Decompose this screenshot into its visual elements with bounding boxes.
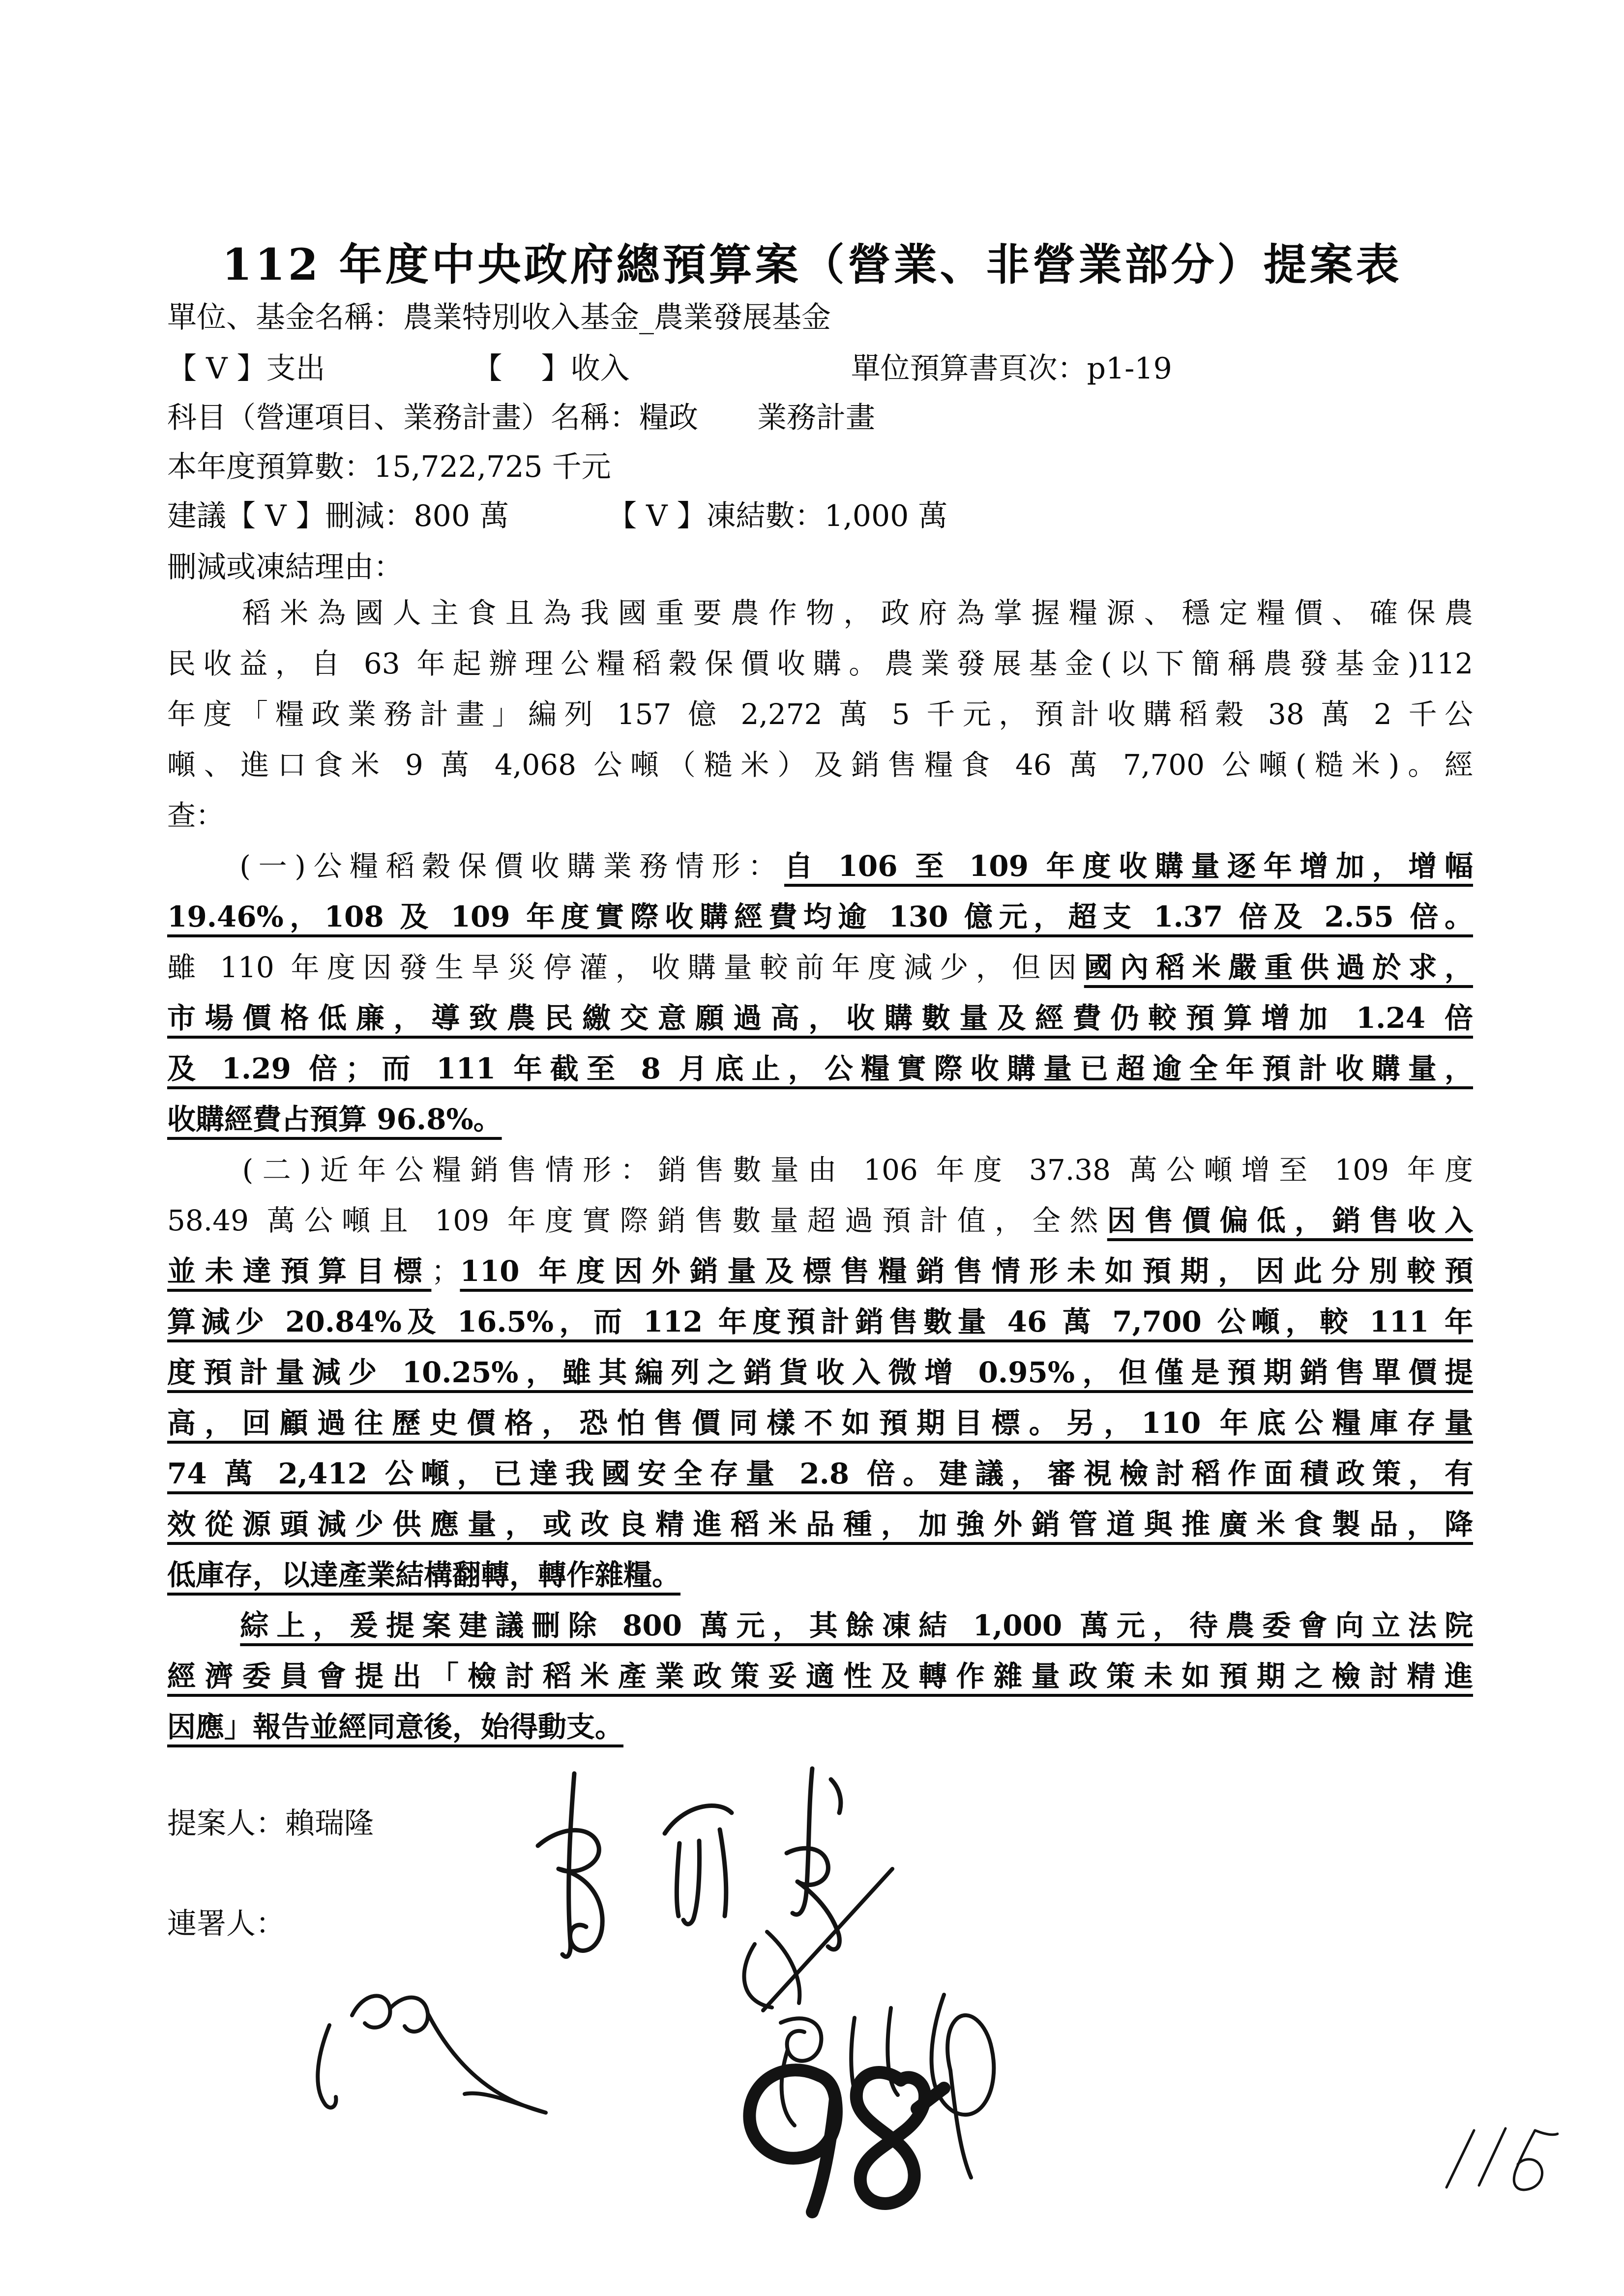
subject-suffix: 業務計畫 [757,401,875,435]
reason-text-underlined: 效從源頭減少供應量，或改良精進稻米品種，加強外銷管道與推廣米食製品，降 [167,1508,1473,1541]
cut-label: 刪減： [325,499,414,533]
reason-line [167,1044,1473,1094]
reason-text-underlined: 綜上，爰提案建議刪除 800 萬元，其餘凍結 1,000 萬元，待農委會向立法院 [240,1609,1473,1642]
proposer-name: 賴瑞隆 [285,1806,374,1841]
reason-line [167,841,1473,892]
budget-type-line [167,352,1475,386]
handwritten-page-number [1421,2114,1559,2202]
reason-text-underlined: 經濟委員會提出「檢討稻米產業政策妥適性及轉作雜量政策未如預期之檢討精進 [167,1659,1473,1693]
cut-checkbox: 【 V 】 [226,499,325,533]
reason-text: 查： [167,799,225,832]
reason-text-underlined: 19.46%，108 及 109 年度實際收購經費均逾 130 億元，超支 1.37 倍及 2.55 倍。 [167,900,1473,933]
expense-checkbox: 【 V 】 [167,351,266,386]
page-title: 112 年度中央政府總預算案（營業、非營業部分）提案表 [222,239,1402,290]
unit-fund-value: 農業特別收入基金_農業發展基金 [403,300,831,335]
cosigner-line [167,1907,285,1941]
reason-text-underlined: 收購經費占預算 96.8%。 [167,1103,502,1136]
freeze-label: 凍結數： [706,499,825,533]
reason-line [167,639,1473,689]
reason-text: (二)近年公糧銷售情形：銷售數量由 106 年度 37.38 萬公噸增至 109 年度 [167,1153,1473,1187]
freeze-checkbox: 【 V 】 [607,499,707,533]
budget-label: 本年度預算數： [167,450,374,484]
reason-text-underlined: 110 年度因外銷量及標售糧銷售情形未如預期，因此分別較預 [460,1254,1473,1288]
reason-text-underlined: 市場價格低廉，導致農民繳交意願過高，收購數量及經費仍較預算增加 1.24 倍 [167,1001,1473,1035]
reason-line [167,1094,1473,1145]
reason-text: 年度「糧政業務計畫」編列 157 億 2,272 萬 5 千元，預計收購稻穀 38 萬 2 千公 [167,698,1473,731]
reason-line [167,1145,1473,1195]
expense-label: 支出 [266,351,325,386]
reason-text: 稻米為國人主食且為我國重要農作物，政府為掌握糧源、穩定糧價、確保農 [167,596,1473,630]
cosigner-signature-2 [744,1869,994,2178]
income-checkbox: 【 】 [472,351,571,386]
page-ref-label: 單位預算書頁次： [851,351,1087,386]
freeze-value: 1,000 萬 [824,499,948,533]
reason-text-underlined: 並未達預算目標 [167,1254,432,1288]
reason-text: ； [431,1254,460,1288]
reason-line [167,1246,1473,1297]
reason-text: (一)公糧稻穀保價收購業務情形： [167,849,784,883]
reason-text: 民收益，自 63 年起辦理公糧稻穀保價收購。農業發展基金(以下簡稱農發基金)112 [167,647,1473,680]
reason-line [167,1398,1473,1449]
reason-text-underlined: 國內稻米嚴重供過於求， [1084,951,1473,984]
proposer-label: 提案人： [167,1806,285,1841]
reason-text-underlined: 因應」報告並經同意後，始得動支。 [167,1710,624,1744]
reason-text: 噸、進口食米 9 萬 4,068 公噸（糙米）及銷售糧食 46 萬 7,700 公噸(糙米)。經 [167,748,1473,782]
reason-line [167,993,1473,1044]
reason-line [167,1297,1473,1347]
reason-label: 刪減或凍結理由： [167,550,403,584]
cut-value: 800 萬 [413,499,509,533]
cosigner-label: 連署人： [167,1907,285,1941]
budget-value: 15,722,725 千元 [374,450,611,484]
reason-line [167,790,1473,841]
reason-text-underlined: 74 萬 2,412 公噸，已達我國安全存量 2.8 倍。建議，審視檢討稻作面積政策，有 [167,1457,1473,1490]
subject-line [167,401,1475,435]
reason-text-underlined: 度預計量減少 10.25%，雖其編列之銷貨收入微增 0.95%，但僅是預期銷售單價提 [167,1356,1473,1389]
reason-text-underlined: 算減少 20.84%及 16.5%，而 112 年度預計銷售數量 46 萬 7,700 公噸，較 111 年 [167,1305,1473,1338]
reason-line [167,689,1473,740]
reason-line [167,1702,1473,1752]
handwritten-ballot-number [728,2050,959,2227]
reason-line [167,740,1473,790]
income-label: 收入 [570,351,630,386]
reason-line [167,588,1473,639]
subject-value: 糧政 [639,401,698,435]
proposal-prefix: 建議 [167,499,226,533]
reason-line [167,1600,1473,1651]
reason-line [167,1651,1473,1702]
cosigner-signature-1 [318,1996,546,2113]
reason-text: 58.49 萬公噸且 109 年度實際銷售數量超過預計值，全然 [167,1204,1107,1237]
page-ref-value: p1-19 [1087,351,1172,386]
budget-line [167,450,1475,484]
reason-line [167,1499,1473,1550]
reason-text-underlined: 低庫存，以達產業結構翻轉，轉作雜糧。 [167,1558,681,1592]
unit-fund-label: 單位、基金名稱： [167,300,403,335]
reason-line [167,1449,1473,1499]
unit-fund-line [167,301,1475,335]
reason-line [167,1195,1473,1246]
reason-text-underlined: 因售價偏低，銷售收入 [1107,1204,1473,1237]
reason-body [167,588,1473,1752]
subject-label: 科目（營運項目、業務計畫）名稱： [167,401,639,435]
reason-text-underlined: 及 1.29 倍；而 111 年截至 8 月底止，公糧實際收購量已超逾全年預計收購量， [167,1052,1473,1085]
reason-text-underlined: 高，回顧過往歷史價格，恐怕售價同樣不如預期目標。另，110 年底公糧庫存量 [167,1406,1473,1440]
proposal-line [167,499,1475,533]
reason-line [167,942,1473,993]
cosigner-signatures [256,1863,1062,2187]
reason-text: 雖 110 年度因發生旱災停灌，收購量較前年度減少，但因 [167,951,1084,984]
reason-line [167,1550,1473,1600]
reason-text-underlined: 自 106 至 109 年度收購量逐年增加，增幅 [784,849,1473,883]
reason-text [167,1609,240,1642]
proposer-signature [521,1760,875,2035]
proposer-line [167,1807,374,1841]
reason-line [167,892,1473,942]
reason-line [167,1347,1473,1398]
